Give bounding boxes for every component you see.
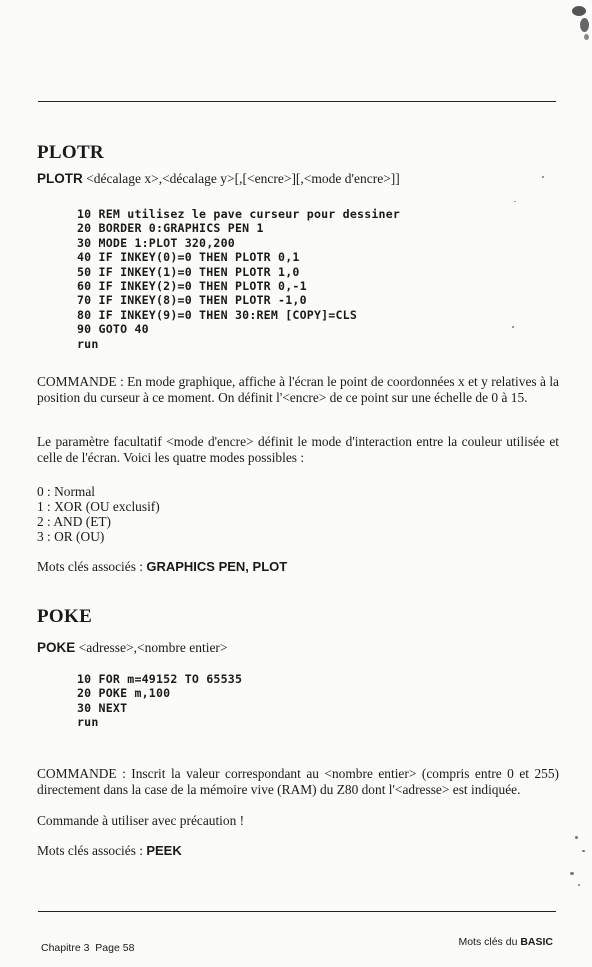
poke-syntax-args: <adresse>,<nombre entier> [75, 640, 228, 655]
footer-section-title [458, 936, 553, 948]
footer-section-bold: BASIC [520, 936, 553, 948]
plotr-heading: PLOTR [37, 142, 104, 163]
footer-page-info [41, 942, 134, 954]
mode-item: 1 : XOR (OU exclusif) [37, 499, 160, 514]
footer-page-number: Page 58 [95, 942, 135, 954]
plotr-description: COMMANDE : En mode graphique, affiche à l'écran le point de coordonnées x et y relatives à la position du curseur à ce moment. On définit l'<encre> de ce point sur une échelle de 0 à 15. [37, 374, 559, 406]
poke-description: COMMANDE : Inscrit la valeur correspondant au <nombre entier> (compris entre 0 et 255) directement dans la case de la mémoire vive (RAM) du Z80 dont l'<adresse> est indiquée. [37, 766, 559, 798]
mode-item: 0 : Normal [37, 484, 96, 499]
top-rule [38, 101, 556, 102]
footer-chapter: Chapitre 3 [41, 942, 90, 954]
plotr-code-listing: 10 REM utilisez le pave curseur pour dessiner 20 BORDER 0:GRAPHICS PEN 1 30 MODE 1:PLOT 320,200 40 IF INKEY(0)=0 THEN PLOTR 0,1 50 IF INKEY(1)=0 THEN PLOTR 1,0 60 IF INKEY(2)=0 THEN PLOTR 0,-1 70 IF INKEY(8)=0 THEN PLOTR -1,0 80 IF INKEY(9)=0 THEN 30:REM [COPY]=CLS 90 GOTO 40 run [77, 207, 401, 351]
poke-related-keywords [37, 843, 182, 859]
plotr-syntax-args: <décalage x>,<décalage y>[,[<encre>][,<mode d'encre>]] [82, 171, 400, 186]
mode-item: 3 : OR (OU) [37, 529, 105, 544]
plotr-related-list: GRAPHICS PEN, PLOT [146, 559, 288, 574]
bottom-rule [38, 911, 556, 912]
plotr-related-keywords [37, 559, 287, 575]
plotr-syntax [37, 171, 400, 187]
poke-syntax-keyword: POKE [37, 640, 76, 655]
plotr-mode-intro: Le paramètre facultatif <mode d'encre> définit le mode d'interaction entre la couleur utilisée et celle de l'écran. Voici les quatre modes possibles : [37, 434, 559, 466]
mode-item: 2 : AND (ET) [37, 514, 112, 529]
poke-code-listing: 10 FOR m=49152 TO 65535 20 POKE m,100 30 NEXT run [77, 672, 243, 730]
footer-section-prefix: Mots clés du [458, 936, 521, 948]
plotr-mode-list [37, 484, 160, 544]
plotr-related-label: Mots clés associés : [37, 559, 147, 574]
poke-heading: POKE [37, 606, 93, 627]
plotr-syntax-keyword: PLOTR [37, 171, 83, 186]
poke-related-label: Mots clés associés : [37, 843, 147, 858]
poke-syntax [37, 640, 228, 656]
poke-related-list: PEEK [146, 843, 182, 858]
poke-caution: Commande à utiliser avec précaution ! [37, 813, 245, 828]
